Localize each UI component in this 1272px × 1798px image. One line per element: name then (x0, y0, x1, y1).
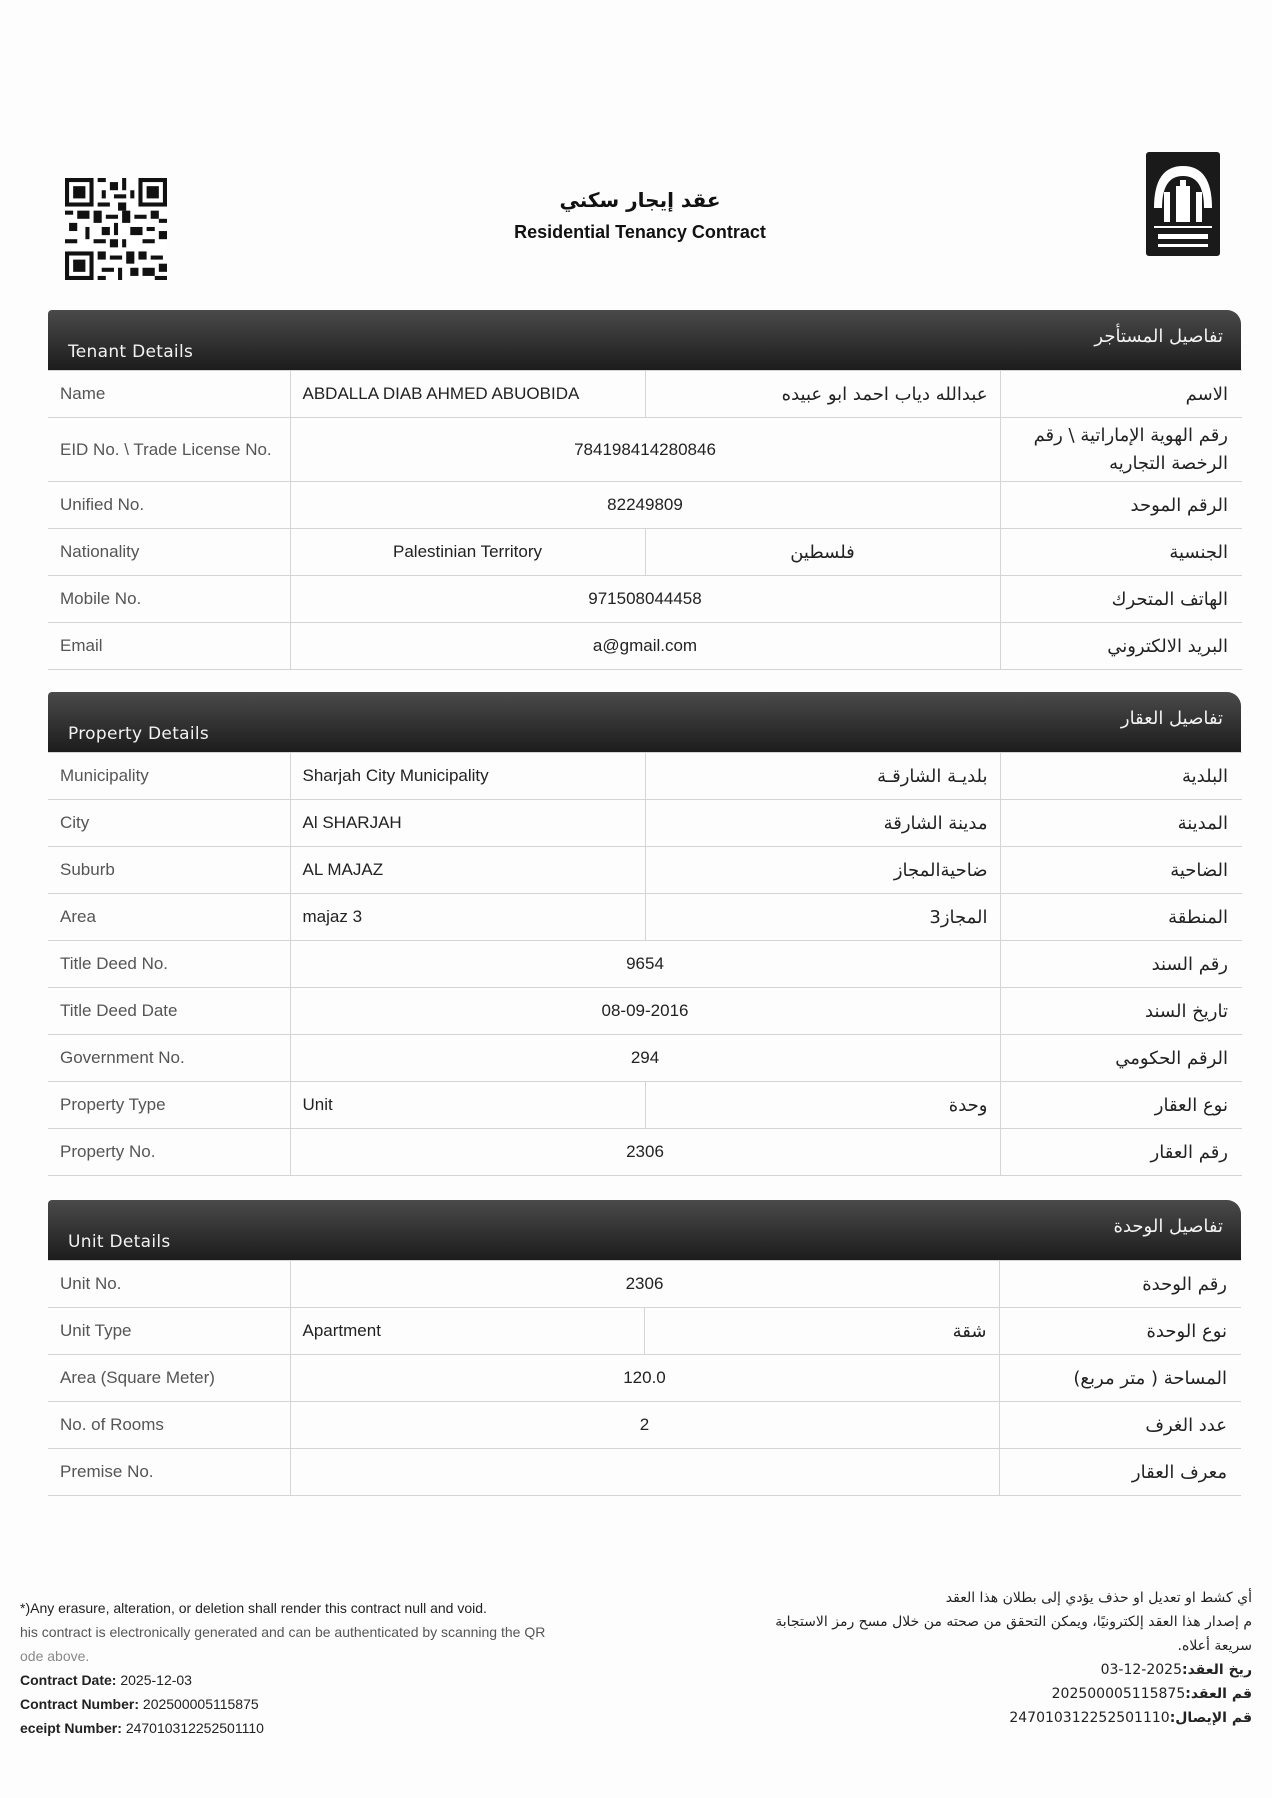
property-details-header (48, 692, 1241, 752)
property-type-value-en: Unit (290, 1082, 645, 1129)
property-details-section (48, 692, 1241, 1176)
city-value-ar: مدينة الشارقة (645, 800, 1000, 847)
table-row (48, 847, 1242, 894)
city-label-ar: المدينة (1000, 800, 1242, 847)
table-row (48, 1261, 1241, 1308)
municipality-label: Municipality (48, 753, 290, 800)
suburb-label: Suburb (48, 847, 290, 894)
table-row (48, 1035, 1242, 1082)
footer-ar-contract (680, 1682, 1252, 1706)
property-details-table (48, 752, 1242, 1176)
receipt-number-label: eceipt Number: (20, 1720, 122, 1736)
gov-no-label: Government No. (48, 1035, 290, 1082)
email-label-ar: البريد الالكتروني (1000, 623, 1242, 670)
mobile-label-ar: الهاتف المتحرك (1000, 576, 1242, 623)
contract-date-label-ar: ريخ العقد: (1182, 1662, 1252, 1678)
footer-en-date (20, 1668, 660, 1692)
property-no-label-ar: رقم العقار (1000, 1129, 1242, 1176)
contract-date-value: 2025-12-03 (120, 1672, 192, 1688)
footer-ar-line3: سريعة أعلاه. (1177, 1638, 1252, 1654)
footer-en-line3: ode above. (20, 1648, 90, 1664)
deed-date-label-ar: تاريخ السند (1000, 988, 1242, 1035)
receipt-number-value: 247010312252501110 (125, 1720, 264, 1736)
unit-type-value-ar: شقة (645, 1308, 1000, 1355)
footer-english (20, 1596, 660, 1740)
unit-area-label-ar: المساحة ( متر مربع) (999, 1355, 1241, 1402)
eid-value: 784198414280846 (290, 418, 1000, 482)
footer-ar-line1: أي كشط او تعديل او حذف يؤدي إلى بطلان هذا العقد (945, 1590, 1252, 1606)
contract-title-english: Residential Tenancy Contract (514, 222, 766, 242)
municipality-label-ar: البلدية (1000, 753, 1242, 800)
footer-en-line2: his contract is electronically generated and can be authenticated by scanning the QR (20, 1624, 546, 1640)
contract-title-arabic: عقد إيجار سكني (559, 188, 721, 212)
unit-details-section (48, 1200, 1241, 1496)
suburb-label-ar: الضاحية (1000, 847, 1242, 894)
footer-arabic (680, 1586, 1252, 1730)
deed-date-label: Title Deed Date (48, 988, 290, 1035)
contract-date-label: Contract Date: (20, 1672, 117, 1688)
table-row (48, 482, 1242, 529)
nationality-value-ar: فلسطين (645, 529, 1000, 576)
contract-number-value-ar: 202500005115875 (1051, 1686, 1186, 1702)
tenant-heading-en: Tenant Details (68, 342, 194, 362)
property-no-value: 2306 (290, 1129, 1000, 1176)
city-label: City (48, 800, 290, 847)
nationality-label-ar: الجنسية (1000, 529, 1242, 576)
eid-label: EID No. \ Trade License No. (48, 418, 290, 482)
deed-no-label-ar: رقم السند (1000, 941, 1242, 988)
unit-no-label-ar: رقم الوحدة (999, 1261, 1241, 1308)
table-row (48, 529, 1242, 576)
footer-en-line1: *)Any erasure, alteration, or deletion shall render this contract null and void. (20, 1600, 487, 1616)
area-label-ar: المنطقة (1000, 894, 1242, 941)
unit-type-label-ar: نوع الوحدة (999, 1308, 1241, 1355)
email-value: a@gmail.com (290, 623, 1000, 670)
tenant-details-header (48, 310, 1241, 370)
name-value-en: ABDALLA DIAB AHMED ABUOBIDA (290, 371, 645, 418)
property-no-label: Property No. (48, 1129, 290, 1176)
contract-number-label-ar: قم العقد: (1185, 1686, 1252, 1702)
table-row (48, 1129, 1242, 1176)
area-value-ar: المجاز3 (645, 894, 1000, 941)
table-row (48, 800, 1242, 847)
footer-ar-receipt (680, 1706, 1252, 1730)
table-row (48, 988, 1242, 1035)
premise-label: Premise No. (48, 1449, 290, 1496)
email-label: Email (48, 623, 290, 670)
property-heading-en: Property Details (68, 724, 210, 744)
unit-area-value: 120.0 (290, 1355, 999, 1402)
mobile-value: 971508044458 (290, 576, 1000, 623)
unit-no-label: Unit No. (48, 1261, 290, 1308)
suburb-value-ar: ضاحيةالمجاز (645, 847, 1000, 894)
table-row (48, 941, 1242, 988)
rooms-value: 2 (290, 1402, 999, 1449)
property-type-label: Property Type (48, 1082, 290, 1129)
gov-no-label-ar: الرقم الحكومي (1000, 1035, 1242, 1082)
unit-type-label: Unit Type (48, 1308, 290, 1355)
unit-no-value: 2306 (290, 1261, 999, 1308)
table-row (48, 371, 1242, 418)
deed-no-label: Title Deed No. (48, 941, 290, 988)
property-type-value-ar: وحدة (645, 1082, 1000, 1129)
qr-code-icon (64, 178, 168, 280)
table-row (48, 418, 1242, 482)
area-label: Area (48, 894, 290, 941)
suburb-value-en: AL MAJAZ (290, 847, 645, 894)
footer-ar-line2: م إصدار هذا العقد إلكترونيًا، ويمكن التحقق من صحته من خلال مسح رمز الاستجابة (775, 1614, 1252, 1630)
municipality-value-ar: بلديـة الشارقـة (645, 753, 1000, 800)
contract-number-label: Contract Number: (20, 1696, 140, 1712)
table-row (48, 1082, 1242, 1129)
receipt-number-label-ar: قم الإيصال: (1169, 1710, 1252, 1726)
unified-label-ar: الرقم الموحد (1000, 482, 1242, 529)
name-value-ar: عبدالله دياب احمد ابو عبيده (645, 371, 1000, 418)
premise-label-ar: معرف العقار (999, 1449, 1241, 1496)
table-row (48, 1355, 1241, 1402)
tenant-details-table (48, 370, 1242, 670)
receipt-number-value-ar: 247010312252501110 (1009, 1710, 1170, 1726)
table-row (48, 753, 1242, 800)
unit-heading-en: Unit Details (68, 1232, 171, 1252)
nationality-value-en: Palestinian Territory (290, 529, 645, 576)
deed-date-value: 08-09-2016 (290, 988, 1000, 1035)
table-row (48, 576, 1242, 623)
eid-label-ar: رقم الهوية الإماراتية \ رقم الرخصة التجاريه (1000, 418, 1242, 482)
unit-details-table (48, 1260, 1241, 1496)
unit-area-label: Area (Square Meter) (48, 1355, 290, 1402)
nationality-label: Nationality (48, 529, 290, 576)
name-label: Name (48, 371, 290, 418)
table-row (48, 1402, 1241, 1449)
name-label-ar: الاسم (1000, 371, 1242, 418)
municipality-value-en: Sharjah City Municipality (290, 753, 645, 800)
rooms-label-ar: عدد الغرف (999, 1402, 1241, 1449)
tenant-details-section (48, 310, 1241, 670)
footer-en-receipt (20, 1716, 660, 1740)
rooms-label: No. of Rooms (48, 1402, 290, 1449)
unit-heading-ar: تفاصيل الوحدة (1113, 1216, 1223, 1237)
city-value-en: Al SHARJAH (290, 800, 645, 847)
footer-ar-date (680, 1658, 1252, 1682)
property-type-label-ar: نوع العقار (1000, 1082, 1242, 1129)
table-row (48, 623, 1242, 670)
tenant-heading-ar: تفاصيل المستأجر (1094, 326, 1223, 347)
footer-en-contract (20, 1692, 660, 1716)
sharjah-municipality-logo-icon (1140, 152, 1226, 264)
mobile-label: Mobile No. (48, 576, 290, 623)
contract-number-value: 202500005115875 (142, 1696, 259, 1712)
premise-value (290, 1449, 999, 1496)
table-row (48, 1308, 1241, 1355)
unit-type-value-en: Apartment (290, 1308, 645, 1355)
gov-no-value: 294 (290, 1035, 1000, 1082)
property-heading-ar: تفاصيل العقار (1120, 708, 1223, 729)
table-row (48, 1449, 1241, 1496)
deed-no-value: 9654 (290, 941, 1000, 988)
unit-details-header (48, 1200, 1241, 1260)
contract-date-value-ar: 2025-12-03 (1100, 1662, 1182, 1678)
area-value-en: majaz 3 (290, 894, 645, 941)
unified-label: Unified No. (48, 482, 290, 529)
unified-value: 82249809 (290, 482, 1000, 529)
table-row (48, 894, 1242, 941)
